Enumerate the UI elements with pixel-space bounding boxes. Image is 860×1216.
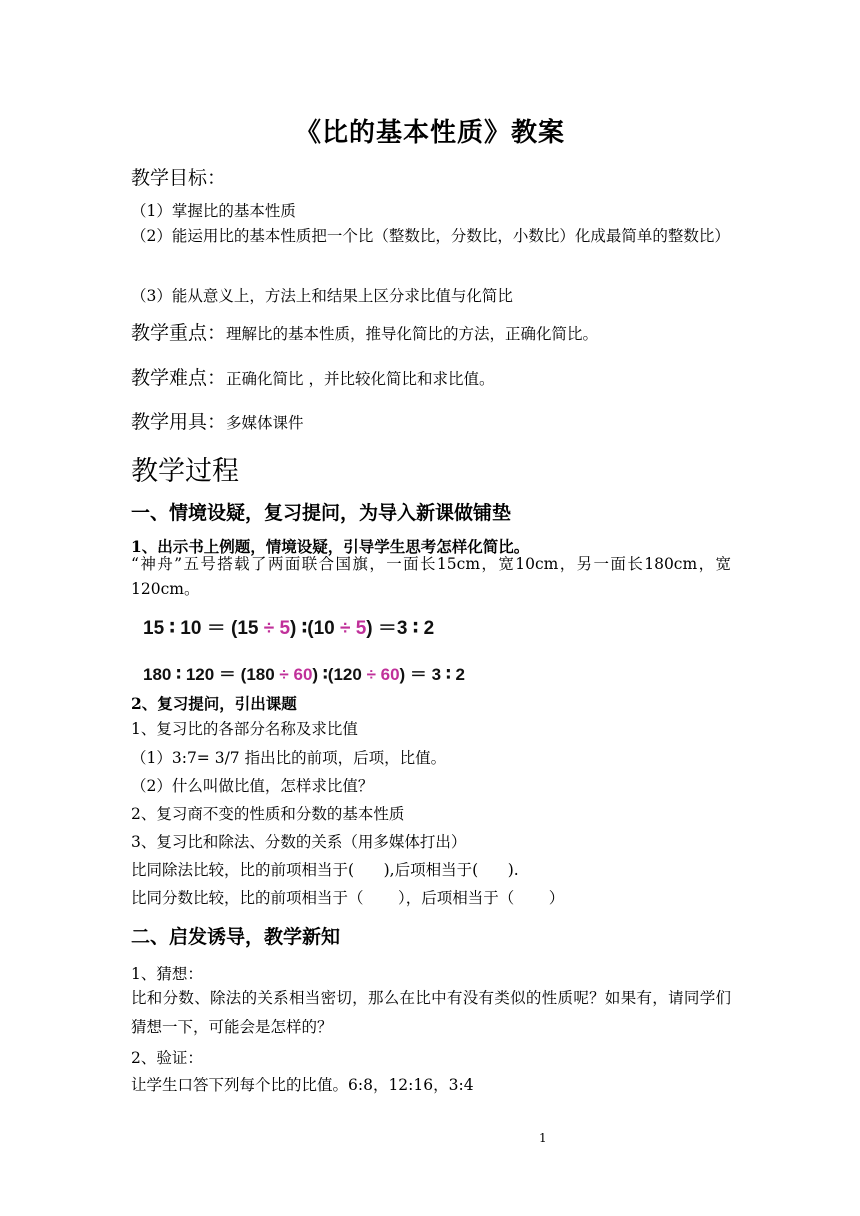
- difficulty: [131, 363, 494, 390]
- formula1-a-repeat: 15: [237, 618, 259, 639]
- review-line-6: 比同除法比较，比的前项相当于( ),后项相当于( ).: [131, 861, 519, 879]
- verify-label: 2、验证：: [131, 1049, 203, 1067]
- objectives-label: 教学目标：: [131, 167, 227, 189]
- review-line-2: （1）3:7= 3/7 指出比的前项，后项，比值。: [131, 749, 447, 767]
- document-title: 《比的基本性质》教案: [294, 118, 565, 148]
- formula2-a: 180: [143, 665, 172, 684]
- formula1-b-repeat: 10: [313, 618, 335, 639]
- formula1-a: 15: [143, 618, 165, 639]
- page-number: 1: [539, 1131, 547, 1145]
- formula1-result: 3 ∶ 2: [396, 618, 435, 639]
- formula2-a-repeat: 180: [246, 665, 275, 684]
- formula-1: 15 ∶ 10 ＝ (15 ÷ 5) ∶(10 ÷ 5) ＝3 ∶ 2: [143, 618, 435, 639]
- formula1-divisor: 5: [279, 618, 291, 639]
- difficulty-label: 教学难点：: [131, 367, 227, 389]
- formula2-b-repeat: 120: [333, 665, 362, 684]
- review-line-1: 1、复习比的各部分名称及求比值: [131, 720, 358, 738]
- formula2-divisor-repeat: 60: [380, 665, 400, 684]
- formula1-b: 10: [180, 618, 202, 639]
- review-line-5: 3、复习比和除法、分数的关系（用多媒体打出）: [131, 833, 467, 851]
- review-line-4: 2、复习商不变的性质和分数的基本性质: [131, 805, 405, 823]
- key-points-label: 教学重点：: [131, 322, 227, 344]
- section1-sub2: 2、复习提问，引出课题: [131, 694, 297, 713]
- tools: [131, 407, 304, 434]
- formula2-b: 120: [185, 665, 215, 684]
- key-points-text: 理解比的基本性质，推导化简比的方法，正确化简比。: [226, 325, 599, 343]
- formula2-result: 3 ∶ 2: [431, 665, 466, 684]
- key-points: [131, 318, 598, 345]
- objective-item-3: （3）能从意义上，方法上和结果上区分求比值与化简比: [131, 287, 513, 305]
- section1-sub1: 1、出示书上例题，情境设疑，引导学生思考怎样化简比。: [131, 537, 530, 556]
- tools-text: 多媒体课件: [226, 414, 304, 432]
- formula-2: 180 ∶ 120 ＝ (180 ÷ 60) ∶(120 ÷ 60) ＝ 3 ∶ 2: [143, 665, 466, 684]
- objective-item-1: （1）掌握比的基本性质: [131, 202, 296, 220]
- verify-text: 让学生口答下列每个比的比值。6:8，12:16，3:4: [131, 1076, 474, 1094]
- section1-heading: 一、情境设疑，复习提问，为导入新课做铺垫: [131, 502, 512, 524]
- guess-text: 比和分数、除法的关系相当密切，那么在比中有没有类似的性质呢？如果有，请同学们猜想一下，可能会是怎样的？: [131, 989, 731, 1036]
- review-line-3: （2）什么叫做比值，怎样求比值？: [131, 777, 374, 795]
- formula1-divisor-repeat: 5: [355, 618, 367, 639]
- process-heading: 教学过程: [131, 456, 239, 487]
- tools-label: 教学用具：: [131, 411, 227, 433]
- difficulty-text: 正确化简比 ，并比较化简比和求比值。: [226, 370, 495, 388]
- guess-label: 1、猜想：: [131, 965, 203, 983]
- example-text: “神舟”五号搭载了两面联合国旗，一面长15cm，宽10cm，另一面长180cm，宽120cm。: [131, 555, 731, 598]
- formula2-divisor: 60: [293, 665, 313, 684]
- objective-item-2: （2）能运用比的基本性质把一个比（整数比，分数比，小数比）化成最简单的整数比）: [131, 227, 730, 245]
- review-line-7: 比同分数比较，比的前项相当于（ ），后项相当于（ ）: [131, 889, 565, 907]
- section2-heading: 二、启发诱导，教学新知: [131, 926, 341, 948]
